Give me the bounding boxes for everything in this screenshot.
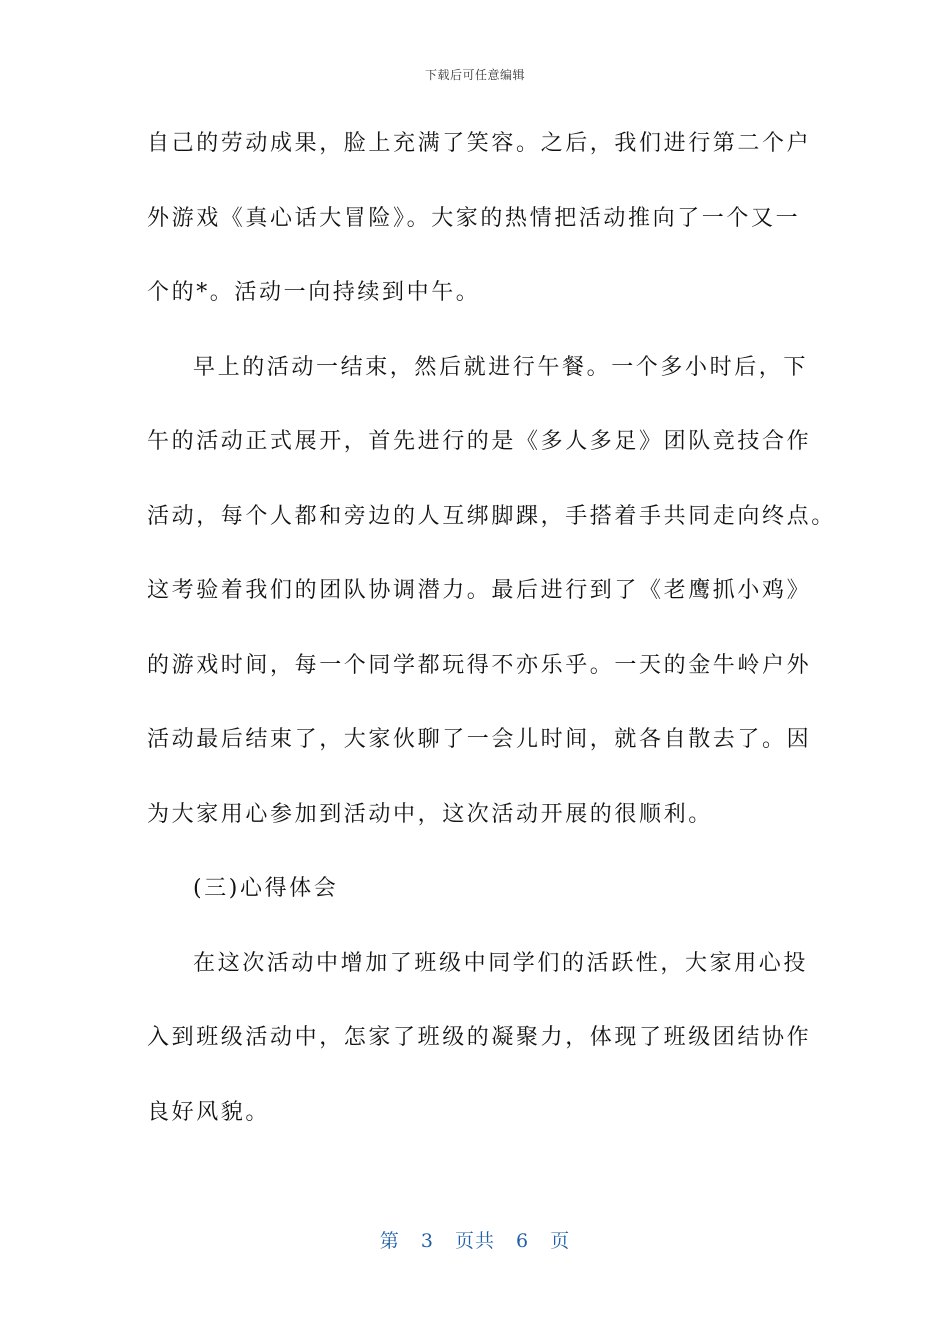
- page-header-note: 下载后可任意编辑: [424, 68, 525, 82]
- paragraph-line: 外游戏《真心话大冒险》。大家的热情把活动推向了一个又一: [147, 205, 801, 231]
- page-number-footer: [0, 1226, 950, 1253]
- total-pages-number: 6: [516, 1230, 530, 1252]
- paragraph-line: 这考验着我们的团队协调潜力。最后进行到了《老鹰抓小鸡》: [147, 578, 812, 603]
- paragraph-line: 午的活动正式展开，首先进行的是《多人多足》团队竞技合作: [147, 429, 812, 454]
- page-suffix: 页: [550, 1230, 571, 1252]
- paragraph-line: 的游戏时间，每一个同学都玩得不亦乐乎。一天的金牛岭户外: [147, 652, 812, 678]
- current-page-number: 3: [420, 1230, 434, 1252]
- section-heading: (三)心得体会: [193, 876, 339, 901]
- paragraph-line: 良好风貌。: [147, 1099, 271, 1125]
- paragraph-line: 为大家用心参加到活动中，这次活动开展的很顺利。: [147, 801, 713, 827]
- paragraph-line: 活动，每个人都和旁边的人互绑脚踝，手搭着手共同走向终点。: [147, 503, 836, 529]
- page-prefix: 第: [379, 1230, 400, 1252]
- paragraph-line: 活动最后结束了，大家伙聊了一会儿时间，就各自散去了。因: [147, 727, 812, 752]
- paragraph-line: 在这次活动中增加了班级中同学们的活跃性，大家用心投: [193, 950, 809, 976]
- paragraph-line: 早上的活动一结束，然后就进行午餐。一个多小时后，下: [193, 354, 809, 380]
- document-body: [147, 122, 836, 1165]
- paragraph-line: 入到班级活动中，怎家了班级的凝聚力，体现了班级团结协作: [147, 1025, 812, 1050]
- page-mid: 页共: [454, 1230, 495, 1252]
- paragraph-line: 自己的劳动成果，脸上充满了笑容。之后，我们进行第二个户: [147, 131, 812, 156]
- paragraph-line: 个的*。活动一向持续到中午。: [147, 280, 481, 305]
